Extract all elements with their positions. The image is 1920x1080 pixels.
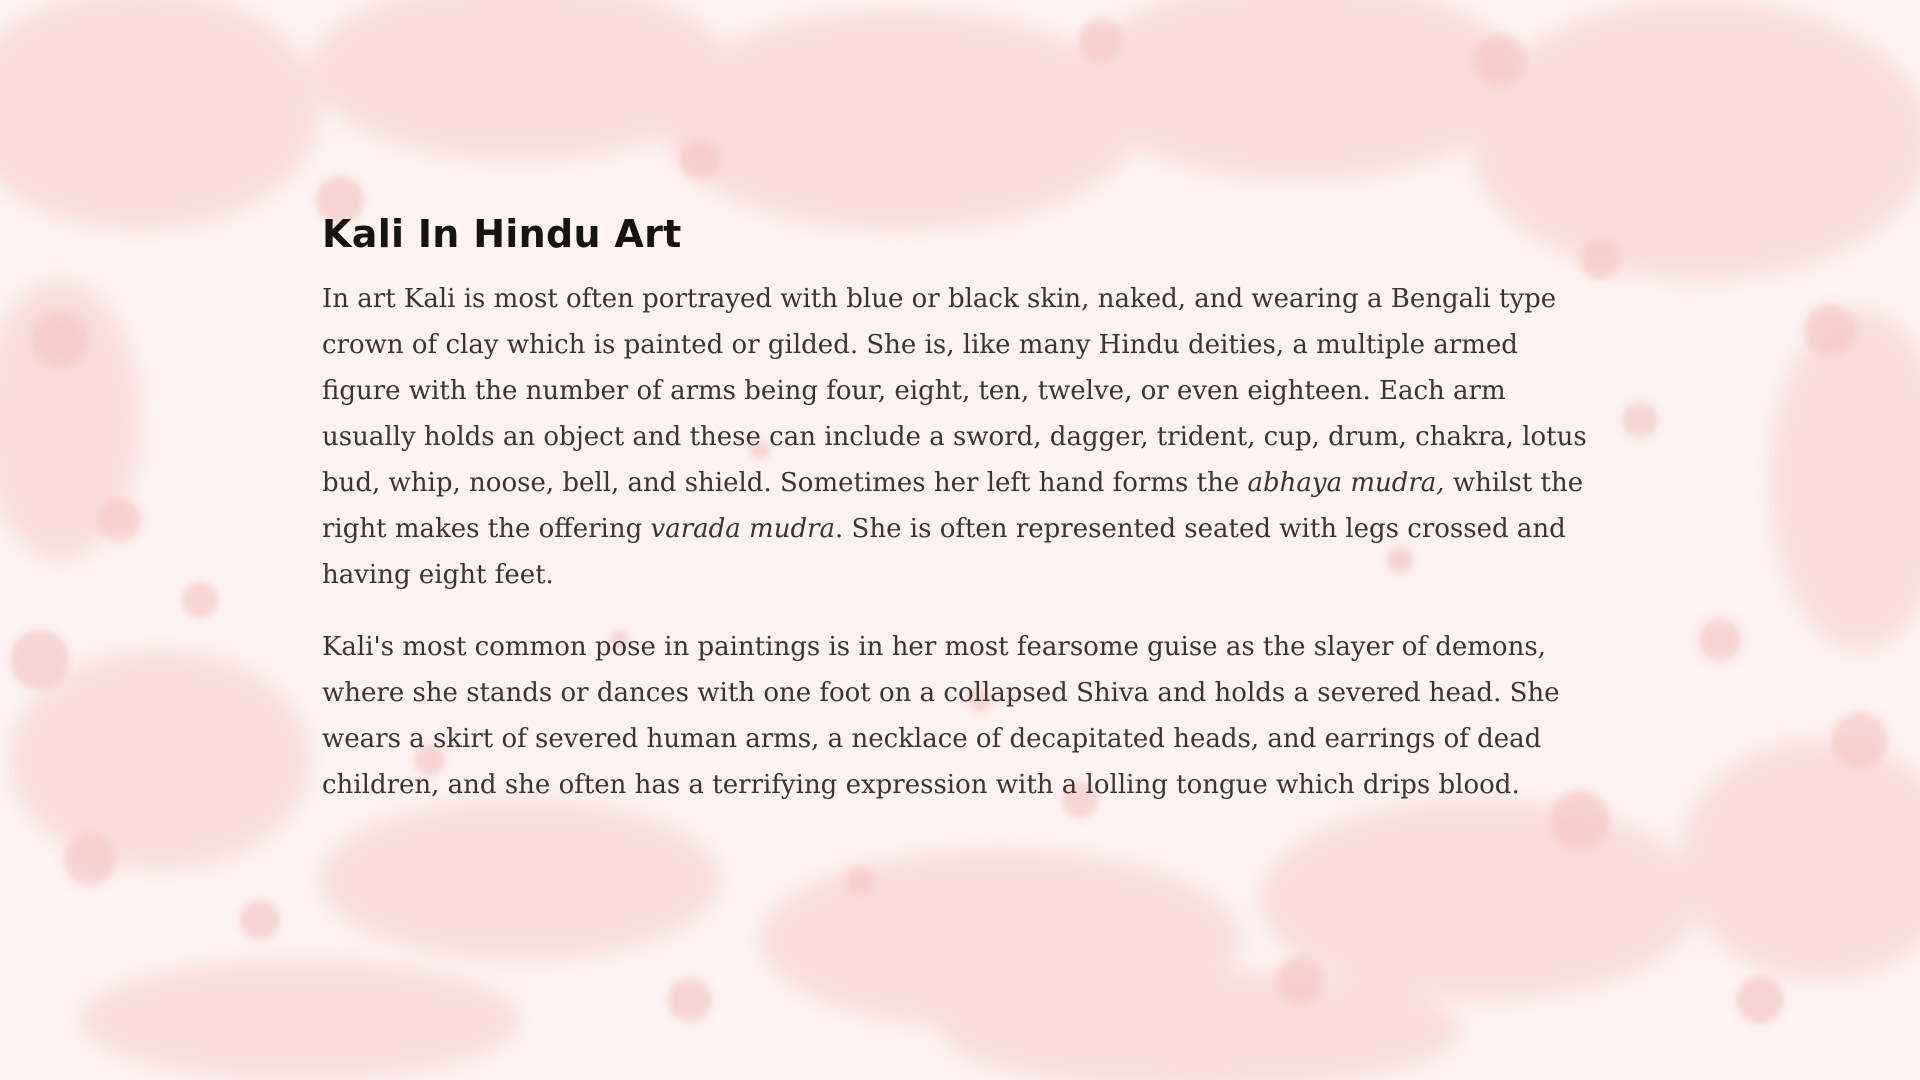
paragraph-1-italic-varada: varada mudra bbox=[650, 514, 836, 544]
paragraph-1-text-b: whilst the right makes the offering bbox=[322, 468, 1584, 544]
article bbox=[322, 212, 1602, 834]
paragraph-1-italic-abhaya: abhaya mudra, bbox=[1247, 468, 1445, 498]
article-paragraph-1 bbox=[322, 276, 1602, 598]
article-title: Kali In Hindu Art bbox=[322, 212, 682, 256]
article-paragraph-2: Kali's most common pose in paintings is in her most fearsome guise as the slayer of demons, where she stands or dances with one foot on a collapsed Shiva and holds a severed head. She wears a skirt of severed human arms, a necklace of decapitated heads, and earrings of dead children, and she often has a terrifying expression with a lolling tongue which drips blood. bbox=[322, 632, 1560, 800]
paragraph-1-text-a: In art Kali is most often portrayed with blue or black skin, naked, and wearing a Bengali type crown of clay which is painted or gilded. She is, like many Hindu deities, a multiple armed figure with the number of arms being four, eight, ten, twelve, or even eighteen. Each arm usually holds an object and these can include a sword, dagger, trident, cup, drum, chakra, lotus bud, whip, noose, bell, and shield. Sometimes her left hand forms the bbox=[322, 284, 1587, 498]
paragraph-1-text-c: . She is often represented seated with legs crossed and having eight feet. bbox=[322, 514, 1566, 590]
